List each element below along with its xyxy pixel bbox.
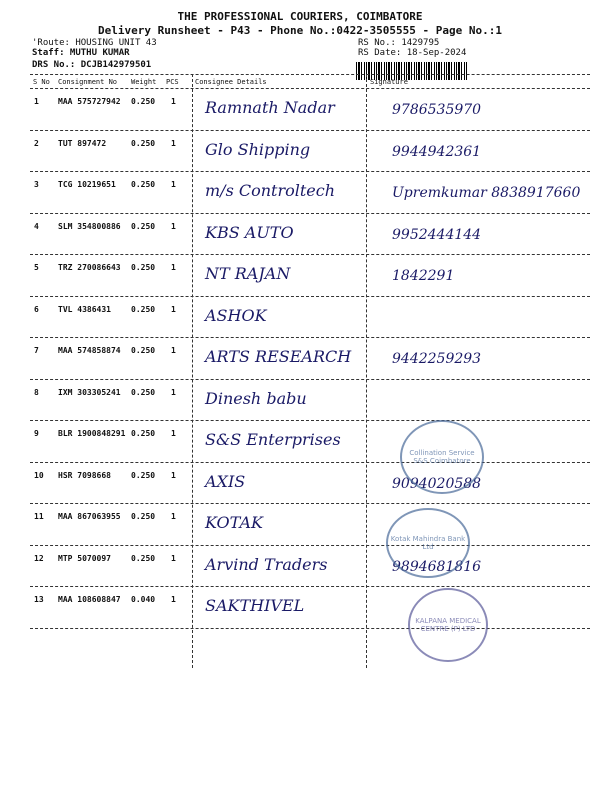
row-sno: 6 — [34, 304, 39, 314]
table-top-border — [30, 74, 590, 75]
row-consignment-no: HSR 7098668 — [58, 470, 111, 480]
drs-number: DRS No.: DCJB142979501 — [32, 60, 152, 70]
rs-date: RS Date: 18-Sep-2024 — [358, 48, 467, 58]
consignee-divider — [192, 74, 193, 668]
row-weight: 0.250 — [131, 346, 156, 355]
row-consignment-no: IXM 303305241 — [58, 387, 121, 397]
row-consignment-no: TVL 4386431 — [58, 304, 111, 314]
row-pcs: 1 — [171, 221, 176, 231]
company-title: THE PROFESSIONAL COURIERS, COIMBATORE — [177, 10, 423, 23]
row-consignee: NT RAJAN — [205, 264, 291, 283]
row-pcs: 1 — [171, 512, 176, 521]
row-pcs: 1 — [171, 97, 176, 106]
row-consignee: KOTAK — [205, 513, 263, 532]
row-signature: 9786535970 — [392, 102, 482, 118]
row-consignment-no: MAA 575727942 — [58, 97, 121, 106]
row-consignee: Arvind Traders — [205, 554, 328, 574]
header-divider — [30, 88, 590, 89]
row-consignment-no: BLR 1900848291 — [58, 429, 126, 438]
row-pcs: 1 — [171, 470, 176, 480]
collination-stamp: Collination Service S&S Coimbatore — [400, 420, 484, 494]
row-sno: 2 — [34, 138, 39, 148]
row-weight: 0.250 — [131, 470, 156, 480]
row-weight: 0.250 — [131, 387, 156, 397]
col-header-consignment: Consignment No — [58, 78, 118, 86]
row-sno: 5 — [34, 263, 39, 272]
row-pcs: 1 — [171, 553, 176, 563]
row-consignee: AXIS — [205, 471, 246, 491]
row-divider — [30, 213, 590, 214]
row-sno: 12 — [34, 553, 44, 563]
row-pcs: 1 — [171, 429, 176, 438]
col-header-pcs: PCS — [166, 78, 179, 86]
row-sno: 7 — [34, 346, 39, 355]
row-consignment-no: SLM 354800886 — [58, 221, 121, 231]
rs-number: RS No.: 1429795 — [358, 38, 440, 48]
signature-divider — [366, 74, 367, 668]
row-pcs: 1 — [171, 346, 176, 355]
row-pcs: 1 — [171, 263, 176, 272]
row-sno: 4 — [34, 221, 39, 231]
row-divider — [30, 462, 590, 463]
row-sno: 1 — [34, 97, 39, 106]
row-signature: 9952444144 — [392, 226, 482, 243]
row-consignment-no: TCG 10219651 — [58, 180, 116, 189]
row-signature: Upremkumar 8838917660 — [392, 185, 581, 201]
row-weight: 0.250 — [131, 180, 156, 189]
row-divider — [30, 586, 590, 587]
staff-label: Staff: MUTHU KUMAR — [32, 48, 130, 58]
row-weight: 0.250 — [131, 221, 156, 231]
row-divider — [30, 254, 590, 255]
row-consignment-no: MAA 108608847 — [58, 595, 121, 604]
col-header-consignee: Consignee Details — [195, 78, 267, 86]
row-consignee: m/s Controltech — [205, 181, 336, 200]
row-sno: 3 — [34, 180, 39, 189]
row-consignee: ARTS RESEARCH — [205, 347, 352, 366]
row-pcs: 1 — [171, 138, 176, 148]
row-consignment-no: MTP 5070097 — [58, 553, 111, 563]
row-consignment-no: MAA 867063955 — [58, 512, 121, 521]
row-signature: 9894681816 — [392, 558, 482, 575]
route-label: 'Route: HOUSING UNIT 43 — [32, 38, 157, 48]
row-weight: 0.250 — [131, 553, 156, 563]
row-divider — [30, 171, 590, 172]
row-sno: 9 — [34, 429, 39, 438]
row-weight: 0.040 — [131, 595, 156, 604]
row-weight: 0.250 — [131, 304, 156, 314]
col-header-weight: Weight — [131, 78, 157, 86]
row-weight: 0.250 — [131, 512, 156, 521]
kalpana-stamp: KALPANA MEDICAL CENTRE (P) LTD — [408, 588, 488, 662]
row-divider — [30, 545, 590, 546]
row-pcs: 1 — [171, 304, 176, 314]
row-weight: 0.250 — [131, 138, 156, 148]
row-sno: 13 — [34, 595, 44, 604]
row-divider — [30, 337, 590, 338]
row-signature: 9442259293 — [392, 351, 482, 367]
kotak-stamp: Kotak Mahindra Bank Ltd — [386, 508, 470, 578]
row-consignee: S&S Enterprises — [205, 430, 341, 449]
row-consignee: ASHOK — [205, 305, 267, 325]
runsheet-subtitle: Delivery Runsheet - P43 - Phone No.:0422-3505555 - Page No.:1 — [98, 24, 502, 37]
row-divider — [30, 503, 590, 504]
row-consignee: Dinesh babu — [205, 388, 307, 408]
row-divider — [30, 130, 590, 131]
row-consignment-no: MAA 574858874 — [58, 346, 121, 355]
row-divider — [30, 379, 590, 380]
row-consignee: KBS AUTO — [205, 222, 294, 242]
row-consignee: Ramnath Nadar — [205, 98, 335, 117]
row-weight: 0.250 — [131, 263, 156, 272]
row-pcs: 1 — [171, 180, 176, 189]
row-sno: 10 — [34, 470, 44, 480]
row-consignment-no: TRZ 270086643 — [58, 263, 121, 272]
row-consignee: SAKTHIVEL — [205, 596, 305, 615]
row-signature: 9094020588 — [392, 475, 482, 492]
row-sno: 11 — [34, 512, 44, 521]
row-pcs: 1 — [171, 595, 176, 604]
row-divider — [30, 420, 590, 421]
row-pcs: 1 — [171, 387, 176, 397]
row-sno: 8 — [34, 387, 39, 397]
row-divider — [30, 628, 590, 629]
row-signature: 1842291 — [392, 268, 455, 284]
row-consignee: Glo Shipping — [205, 139, 311, 159]
row-consignment-no: TUT 897472 — [58, 138, 107, 148]
row-signature: 9944942361 — [392, 143, 482, 160]
col-header-sno: S No — [33, 78, 50, 86]
row-weight: 0.250 — [131, 97, 156, 106]
row-divider — [30, 296, 590, 297]
row-weight: 0.250 — [131, 429, 156, 438]
col-header-signature: Signature — [370, 78, 408, 86]
